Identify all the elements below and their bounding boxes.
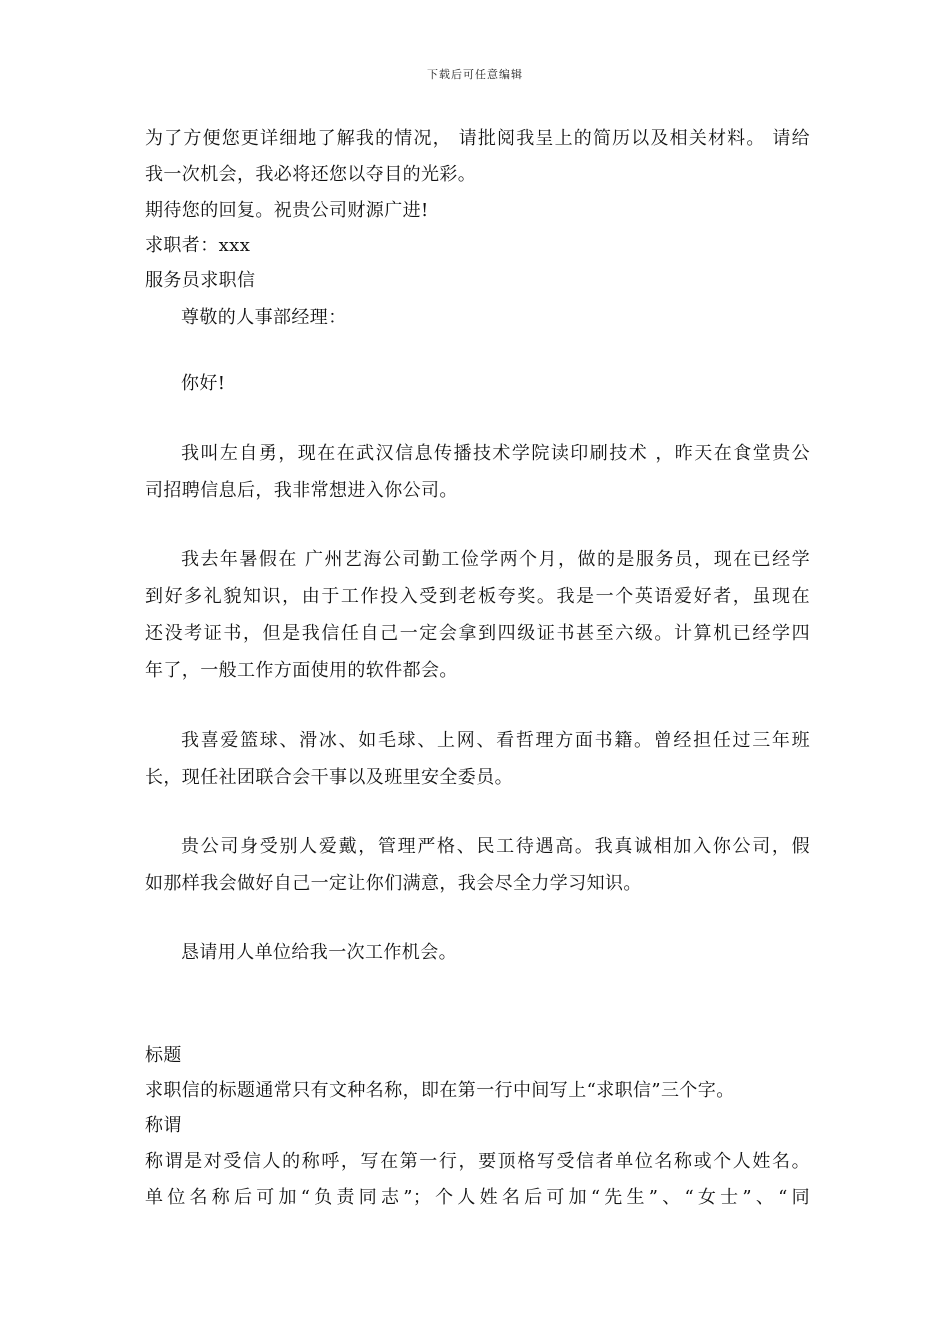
paragraph-3-line-2: 长，现任社团联合会干事以及班里安全委员。 — [145, 767, 513, 788]
paragraph-4-line-2: 如那样我会做好自己一定让你们满意，我会尽全力学习知识。 — [145, 873, 642, 894]
paragraph-5: 恳请用人单位给我一次工作机会。 — [181, 942, 457, 963]
paragraph-2-line-3: 还没考证书，但是我信任自己一定会拿到四级证书甚至六级。计算机已经学四 — [145, 623, 810, 644]
paragraph-2-line-1: 我去年暑假在 广州艺海公司勤工俭学两个月，做的是服务员，现在已经学 — [181, 549, 810, 570]
paragraph-3-line-1: 我喜爱篮球、滑冰、如毛球、上网、看哲理方面书籍。曾经担任过三年班 — [181, 730, 810, 751]
paragraph-2-line-4: 年了，一般工作方面使用的软件都会。 — [145, 660, 458, 681]
greeting: 你好! — [181, 373, 226, 394]
intro-line-2: 我一次机会，我必将还您以夺目的光彩。 — [145, 164, 477, 185]
section-heading-title: 标题 — [145, 1045, 182, 1066]
paragraph-4-line-1: 贵公司身受别人爱戴，管理严格、民工待遇高。我真诚相加入你公司，假 — [181, 836, 810, 857]
section-heading-salutation: 称谓 — [145, 1115, 182, 1136]
salutation-description-line-2: 单位名称后可加“负责同志”；个人姓名后可加“先生”、“女士”、“同 — [145, 1187, 810, 1208]
salutation: 尊敬的人事部经理： — [181, 307, 347, 328]
letter-title: 服务员求职信 — [145, 270, 256, 291]
salutation-description-line-1: 称谓是对受信人的称呼，写在第一行，要顶格写受信者单位名称或个人姓名。 — [145, 1151, 810, 1172]
page-header-note: 下载后可任意编辑 — [427, 68, 523, 81]
closing-line: 期待您的回复。祝贵公司财源广进! — [145, 200, 429, 221]
intro-line-1: 为了方便您更详细地了解我的情况， 请批阅我呈上的简历以及相关材料。 请给 — [145, 128, 810, 149]
paragraph-2-line-2: 到好多礼貌知识，由于工作投入受到老板夸奖。我是一个英语爱好者，虽现在 — [145, 586, 810, 607]
paragraph-1-line-1: 我叫左自勇，现在在武汉信息传播技术学院读印刷技术 ，昨天在食堂贵公 — [181, 443, 810, 464]
signature-line: 求职者：xxx — [145, 235, 251, 256]
paragraph-1-line-2: 司招聘信息后，我非常想进入你公司。 — [145, 480, 458, 501]
title-description: 求职信的标题通常只有文种名称，即在第一行中间写上“求职信”三个字。 — [145, 1080, 735, 1101]
